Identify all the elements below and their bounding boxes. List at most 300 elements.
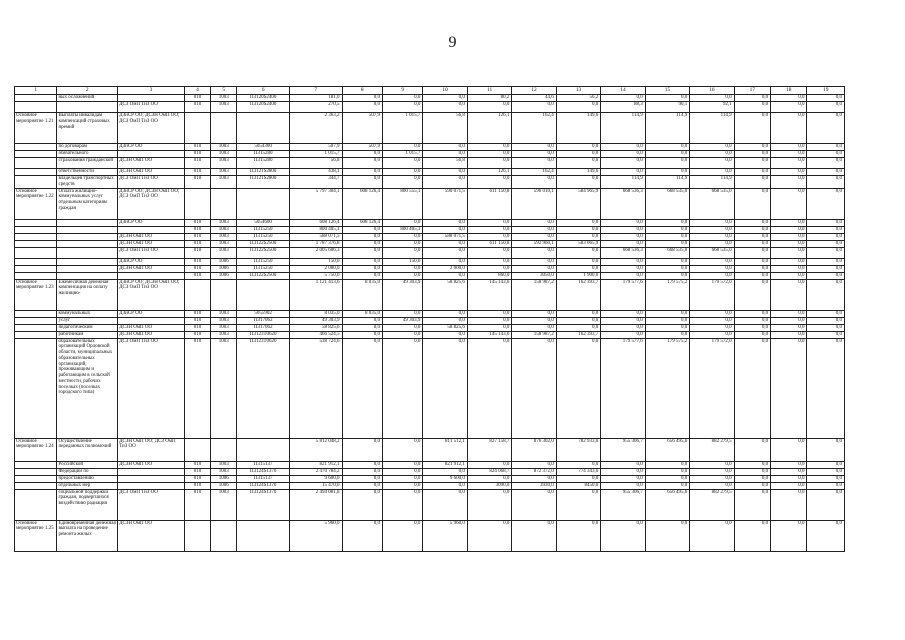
table-cell: 0,0 xyxy=(771,279,807,310)
table-cell xyxy=(15,144,57,151)
table-cell xyxy=(184,113,210,144)
header-cell: 18 xyxy=(771,87,807,95)
table-cell: 0,0 xyxy=(382,310,422,317)
table-row xyxy=(15,317,845,324)
table-cell: 0,0 xyxy=(734,102,770,113)
table-cell: 1003 xyxy=(211,219,237,226)
table-cell: 0,0 xyxy=(807,258,845,265)
table-cell: 1003 xyxy=(211,338,237,438)
table-cell: 92,1 xyxy=(690,102,734,113)
table-cell: ДЗиСР ОО xyxy=(118,310,185,317)
table-cell: 0,0 xyxy=(512,247,556,258)
table-cell: 0,0 xyxy=(734,482,770,489)
table-cell: 0,0 xyxy=(556,310,600,317)
table-cell: 0,0 xyxy=(807,144,845,151)
table-cell: 179 577,6 xyxy=(601,338,645,438)
table-cell: 0,0 xyxy=(807,158,845,169)
table-cell xyxy=(57,219,118,226)
table-cell: 0,0 xyxy=(734,265,770,272)
table-cell: 0,0 xyxy=(771,219,807,226)
table-cell: 0,0 xyxy=(601,482,645,489)
table-cell: 179 575,2 xyxy=(645,338,689,438)
table-cell: 1003 xyxy=(211,331,237,338)
table-cell: 90,1 xyxy=(645,102,689,113)
table-cell: 0,0 xyxy=(601,265,645,272)
table-cell: 0,0 xyxy=(807,219,845,226)
table-row xyxy=(15,240,845,247)
table-cell xyxy=(15,176,57,189)
table-cell: 0,0 xyxy=(807,151,845,158)
table-cell: 0,0 xyxy=(467,324,511,331)
table-cell: 0,0 xyxy=(382,247,422,258)
table-cell xyxy=(15,310,57,317)
table-cell: 800 405,1 xyxy=(289,226,342,233)
table-cell: 0,0 xyxy=(771,310,807,317)
table-cell: 010 xyxy=(184,158,210,169)
table-cell: Основное мероприятие 1.25 xyxy=(15,520,57,551)
table-cell: 114,9 xyxy=(601,176,645,189)
table-cell: ДСЗ ОмП ТиЗ ОО xyxy=(118,489,185,520)
table-cell: 0,0 xyxy=(734,324,770,331)
header-cell: 8 xyxy=(342,87,382,95)
header-cell: 17 xyxy=(734,87,770,95)
table-cell: 0,0 xyxy=(382,219,422,226)
table-cell: 0,0 xyxy=(690,317,734,324)
table-cell xyxy=(57,233,118,240)
table-cell: 0,0 xyxy=(556,102,600,113)
table-cell: 0,0 xyxy=(512,310,556,317)
table-cell: 0,0 xyxy=(807,338,845,438)
table-cell: 0,0 xyxy=(423,102,467,113)
header-cell: 6 xyxy=(237,87,290,95)
table-cell: 0,0 xyxy=(467,475,511,482)
table-cell: 0,0 xyxy=(734,240,770,247)
table-row xyxy=(15,310,845,317)
table-cell: ДСЗН ОмП ОО xyxy=(118,240,185,247)
table-cell: 872 372,0 xyxy=(512,468,556,475)
table-cell: 0,0 xyxy=(807,331,845,338)
table-cell xyxy=(15,461,57,468)
table-cell: 5 960,0 xyxy=(289,520,342,551)
table-row xyxy=(15,279,845,310)
table-cell: 507,9 xyxy=(342,113,382,144)
table-cell: 0,0 xyxy=(771,188,807,219)
table-cell: 3050,0 xyxy=(512,272,556,279)
table-cell: 1003 xyxy=(211,461,237,468)
table-cell: 126,1 xyxy=(467,113,511,144)
table-cell: 0,0 xyxy=(556,144,600,151)
table-cell: 44,6 xyxy=(512,95,556,102)
table-cell: ных осложнений xyxy=(57,95,118,102)
table-cell: 0,0 xyxy=(342,265,382,272)
table-cell: 5 960,0 xyxy=(423,520,467,551)
table-cell: 0,0 xyxy=(645,310,689,317)
table-cell: 0,0 xyxy=(342,176,382,189)
table-cell: П3122S2500 xyxy=(237,272,290,279)
table-cell xyxy=(15,233,57,240)
table-cell: 010 xyxy=(184,226,210,233)
table-cell: 010 xyxy=(184,338,210,438)
table-cell: ДЗиСР ОО; ДСЗН ОмП ОО; ДСЗ ОмП ТиЗ ОО xyxy=(118,188,185,219)
table-cell: ДСЗ ОмП ТиЗ ОО xyxy=(118,338,185,438)
table-cell: 0,0 xyxy=(382,475,422,482)
table-cell: 0,0 xyxy=(807,188,845,219)
table-cell: 0,0 xyxy=(601,158,645,169)
table-row xyxy=(15,151,845,158)
table-cell: 1003 xyxy=(211,324,237,331)
table-cell: 0,0 xyxy=(467,461,511,468)
table-cell: П3123T0620 xyxy=(237,338,290,438)
table-cell: 0,0 xyxy=(690,331,734,338)
table-cell: П315250 xyxy=(237,265,290,272)
table-cell: Осуществление переданных полномочий xyxy=(57,438,118,461)
table-cell: 58 825,6 xyxy=(423,279,467,310)
table-cell: 827 158,7 xyxy=(467,438,511,461)
table-cell: 0,0 xyxy=(601,468,645,475)
table-cell: 0,0 xyxy=(342,102,382,113)
table-cell: 0,0 xyxy=(601,240,645,247)
table-cell: 668 535,0 xyxy=(690,188,734,219)
table-cell: 158 987,2 xyxy=(512,331,556,338)
table-cell: 1003 xyxy=(211,226,237,233)
table-cell: 0,0 xyxy=(690,169,734,176)
table-cell: Федерации по xyxy=(57,468,118,475)
table-cell xyxy=(15,102,57,113)
table-cell xyxy=(237,113,290,144)
table-cell: 0,0 xyxy=(807,102,845,113)
table-cell: 162,4 xyxy=(512,169,556,176)
table-cell: 0,0 xyxy=(807,176,845,189)
table-cell: 010 xyxy=(184,475,210,482)
table-cell: 0,0 xyxy=(771,272,807,279)
table-cell: 0,0 xyxy=(734,113,770,144)
table-cell: 0,0 xyxy=(690,310,734,317)
table-cell: 0,0 xyxy=(467,219,511,226)
table-cell: 0,0 xyxy=(771,158,807,169)
table-cell: 1003 xyxy=(211,233,237,240)
table-cell: 0,0 xyxy=(342,240,382,247)
table-cell: 0,0 xyxy=(601,258,645,265)
table-cell: 668 535,0 xyxy=(690,247,734,258)
table-cell: 0,0 xyxy=(601,317,645,324)
table-cell: 0,0 xyxy=(467,247,511,258)
table-cell: Основное мероприятие 1.23 xyxy=(15,279,57,310)
table-cell: 608 126,4 xyxy=(342,219,382,226)
table-cell: Единовременная денежная выплата на проведение ремонта жилых xyxy=(57,520,118,551)
table-cell: ДЗиСР ОО xyxy=(118,144,185,151)
table-cell: 010 xyxy=(184,233,210,240)
table-cell: 5054600 xyxy=(237,219,290,226)
table-cell: 538 724,6 xyxy=(289,338,342,438)
table-cell: 0,0 xyxy=(423,169,467,176)
table-cell: 0,0 xyxy=(467,151,511,158)
table-cell: 0,0 xyxy=(467,310,511,317)
table-cell: 8 035,0 xyxy=(342,279,382,310)
table-cell: 882 279,5 xyxy=(690,438,734,461)
table-cell: П3123T0620 xyxy=(237,331,290,338)
table-cell: Российской xyxy=(57,461,118,468)
table-cell: 010 xyxy=(184,324,210,331)
table-cell: 0,0 xyxy=(423,151,467,158)
table-cell: 1 121 413,6 xyxy=(289,279,342,310)
table-cell: 0,0 xyxy=(423,247,467,258)
table-cell: 0,0 xyxy=(771,331,807,338)
table-cell: 0,0 xyxy=(807,489,845,520)
table-cell: ДСЗН ОмП ОО xyxy=(118,169,185,176)
table-cell: 0,0 xyxy=(382,169,422,176)
table-cell xyxy=(211,279,237,310)
table-cell: ДСЗН ОмП ОО xyxy=(118,158,185,169)
table-cell: ДСЗ ОмП ТиЗ ОО xyxy=(118,102,185,113)
table-cell: 0,0 xyxy=(467,102,511,113)
table-row xyxy=(15,258,845,265)
table-cell: ДЗиСР ОО; ДСЗН ОмП ОО; ДСЗ ОмП ТиЗ ОО xyxy=(118,113,185,144)
table-cell: 010 xyxy=(184,258,210,265)
table-cell: 0,0 xyxy=(342,324,382,331)
table-cell: 0,0 xyxy=(601,331,645,338)
table-cell: 0,0 xyxy=(807,240,845,247)
header-cell: 12 xyxy=(512,87,556,95)
table-cell xyxy=(15,151,57,158)
table-cell: 0,0 xyxy=(467,520,511,551)
table-cell: 0,0 xyxy=(771,475,807,482)
table-cell: 1003 xyxy=(211,489,237,520)
table-cell xyxy=(237,188,290,219)
table-cell xyxy=(15,265,57,272)
table-cell: 0,0 xyxy=(771,176,807,189)
table-cell: Основное мероприятие 1.22 xyxy=(15,188,57,219)
table-cell: 0,0 xyxy=(645,265,689,272)
table-cell: 0,0 xyxy=(423,489,467,520)
table-cell: 010 xyxy=(184,169,210,176)
table-cell: 3930,0 xyxy=(512,482,556,489)
header-cell: 19 xyxy=(807,87,845,95)
table-cell: 0,0 xyxy=(807,475,845,482)
table-cell: 955 306,7 xyxy=(601,489,645,520)
table-cell: 0,0 xyxy=(690,475,734,482)
table-cell: 88,3 xyxy=(601,102,645,113)
table-cell: 821 912,1 xyxy=(423,461,467,468)
table-cell: П3124S1370 xyxy=(237,482,290,489)
table-cell: 1006 xyxy=(211,475,237,482)
table-cell: 5 797 304,1 xyxy=(289,188,342,219)
table-cell xyxy=(15,219,57,226)
table-cell xyxy=(15,324,57,331)
table-cell: 0,0 xyxy=(512,520,556,551)
table-cell xyxy=(15,240,57,247)
table-cell: 0,0 xyxy=(690,158,734,169)
table-cell: ДСЗН ОмП ОО xyxy=(118,520,185,551)
table-cell: 0,0 xyxy=(423,482,467,489)
table-cell: 0,0 xyxy=(423,258,467,265)
table-cell: обязательного xyxy=(57,151,118,158)
table-cell: 0,0 xyxy=(601,95,645,102)
table-row xyxy=(15,489,845,520)
table-cell: ответственности xyxy=(57,169,118,176)
table-cell: 1 015,7 xyxy=(382,113,422,144)
table-cell xyxy=(118,272,185,279)
table-cell: 114,9 xyxy=(690,176,734,189)
table-cell: 0,0 xyxy=(342,468,382,475)
table-cell: 0,0 xyxy=(734,233,770,240)
header-cell: 3 xyxy=(118,87,185,95)
table-cell: 0,0 xyxy=(734,310,770,317)
table-cell: 0,0 xyxy=(807,279,845,310)
table-cell xyxy=(237,520,290,551)
table-cell: 5 812 048,2 xyxy=(289,438,342,461)
table-cell: 010 xyxy=(184,468,210,475)
table-cell: 0,0 xyxy=(734,188,770,219)
header-row xyxy=(15,87,845,95)
header-cell: 11 xyxy=(467,87,511,95)
table-cell: 0,0 xyxy=(734,520,770,551)
table-cell xyxy=(15,158,57,169)
table-cell: 0,0 xyxy=(556,324,600,331)
table-cell xyxy=(15,226,57,233)
table-cell: 0,0 xyxy=(601,520,645,551)
table-cell: 0,0 xyxy=(771,317,807,324)
table-cell: 150,0 xyxy=(382,258,422,265)
table-cell: 2 470 784,2 xyxy=(289,468,342,475)
table-cell: 0,0 xyxy=(771,338,807,438)
table-cell: П315137 xyxy=(237,461,290,468)
table-cell: 668 535,0 xyxy=(645,188,689,219)
table-cell: 0,0 xyxy=(382,272,422,279)
table-cell xyxy=(237,438,290,461)
table-cell: ДСЗН ОмП ОО xyxy=(118,265,185,272)
table-cell xyxy=(184,520,210,551)
table-cell: 0,0 xyxy=(556,338,600,438)
table-cell: ДСЗН ОмП ОО xyxy=(118,324,185,331)
table-cell: 0,0 xyxy=(807,265,845,272)
table-cell: 2 363,2 xyxy=(289,113,342,144)
table-cell: 0,0 xyxy=(342,331,382,338)
table-cell xyxy=(57,272,118,279)
table-cell xyxy=(57,240,118,247)
table-cell: 0,0 xyxy=(556,489,600,520)
table-cell: 0,0 xyxy=(645,324,689,331)
table-cell: 2 000,0 xyxy=(289,265,342,272)
table-cell: 0,0 xyxy=(807,247,845,258)
table-cell: 162 393,7 xyxy=(556,331,600,338)
table-cell: 0,0 xyxy=(734,247,770,258)
table-cell: Основное мероприятие 1.24 xyxy=(15,438,57,461)
table-cell: 9 600,0 xyxy=(289,475,342,482)
table-cell: 608 126,4 xyxy=(342,188,382,219)
table-row xyxy=(15,219,845,226)
table-cell xyxy=(118,482,185,489)
table-cell: 0,0 xyxy=(467,489,511,520)
table-cell: 0,0 xyxy=(512,151,556,158)
table-cell: 656 495,6 xyxy=(645,438,689,461)
table-cell: 0,0 xyxy=(382,482,422,489)
table-cell: 0,0 xyxy=(467,176,511,189)
table-cell: 8 035,0 xyxy=(289,310,342,317)
table-cell: владельцев транспортных средств xyxy=(57,176,118,189)
table-cell: 0,0 xyxy=(645,331,689,338)
table-cell: П315280 xyxy=(237,151,290,158)
table-cell: коммунальных xyxy=(57,310,118,317)
table-cell: 0,0 xyxy=(807,317,845,324)
table-cell: 010 xyxy=(184,247,210,258)
table-cell: 0,0 xyxy=(556,265,600,272)
table-cell: 49 303,9 xyxy=(382,317,422,324)
table-cell xyxy=(118,468,185,475)
table-cell: 56,8 xyxy=(289,158,342,169)
table-row xyxy=(15,169,845,176)
table-cell: 0,0 xyxy=(771,102,807,113)
table-cell: 1003 xyxy=(211,317,237,324)
table-cell: 0,0 xyxy=(734,317,770,324)
table-cell: 588 071,5 xyxy=(423,233,467,240)
table-cell: 56,2 xyxy=(556,95,600,102)
table-cell xyxy=(15,475,57,482)
table-cell: 0,0 xyxy=(382,158,422,169)
table-cell xyxy=(15,258,57,265)
table-cell: 1 015,7 xyxy=(382,151,422,158)
table-cell: 0,0 xyxy=(807,169,845,176)
table-cell: 0,0 xyxy=(423,468,467,475)
table-cell: 0,0 xyxy=(512,258,556,265)
table-cell: П315250 xyxy=(237,258,290,265)
table-cell: 0,0 xyxy=(807,226,845,233)
table-cell: 1003 xyxy=(211,102,237,113)
table-cell: 0,0 xyxy=(690,233,734,240)
table-cell: 0,0 xyxy=(807,272,845,279)
table-cell: 1003 xyxy=(211,151,237,158)
table-cell: 0,0 xyxy=(601,324,645,331)
table-cell xyxy=(57,258,118,265)
table-cell: П3121S2800 xyxy=(237,169,290,176)
table-cell: 0,0 xyxy=(734,158,770,169)
table-cell xyxy=(57,265,118,272)
table-cell: П315250 xyxy=(237,233,290,240)
table-cell: 0,0 xyxy=(645,258,689,265)
table-cell: 0,0 xyxy=(771,258,807,265)
table-cell: 0,0 xyxy=(382,461,422,468)
table-cell: 9 600,0 xyxy=(423,475,467,482)
table-cell: 0,0 xyxy=(556,258,600,265)
table-cell xyxy=(57,247,118,258)
table-cell: 0,0 xyxy=(342,338,382,438)
table-cell: 0,0 xyxy=(382,144,422,151)
table-cell: 0,0 xyxy=(734,279,770,310)
table-cell: 114,9 xyxy=(645,113,689,144)
table-cell: 181,0 xyxy=(289,95,342,102)
table-cell: 0,0 xyxy=(556,226,600,233)
table-cell xyxy=(118,151,185,158)
table-cell xyxy=(15,247,57,258)
table-cell: 0,0 xyxy=(382,468,422,475)
table-cell: ДСЗН ОмП ОО xyxy=(118,233,185,240)
table-cell: 0,0 xyxy=(807,461,845,468)
table-cell: 0,0 xyxy=(382,520,422,551)
table-cell xyxy=(57,226,118,233)
table-cell: 1006 xyxy=(211,265,237,272)
table-cell xyxy=(184,438,210,461)
table-cell: 0,0 xyxy=(342,95,382,102)
table-cell: 0,0 xyxy=(734,226,770,233)
table-cell: 0,0 xyxy=(342,233,382,240)
table-cell: 0,0 xyxy=(512,144,556,151)
table-cell: 179 575,2 xyxy=(645,279,689,310)
table-cell: 0,0 xyxy=(556,520,600,551)
table-cell: ДЗиСР ОО xyxy=(118,258,185,265)
table-row xyxy=(15,247,845,258)
table-cell: 782 933,6 xyxy=(556,438,600,461)
table-cell: 0,0 xyxy=(807,324,845,331)
table-row xyxy=(15,102,845,113)
